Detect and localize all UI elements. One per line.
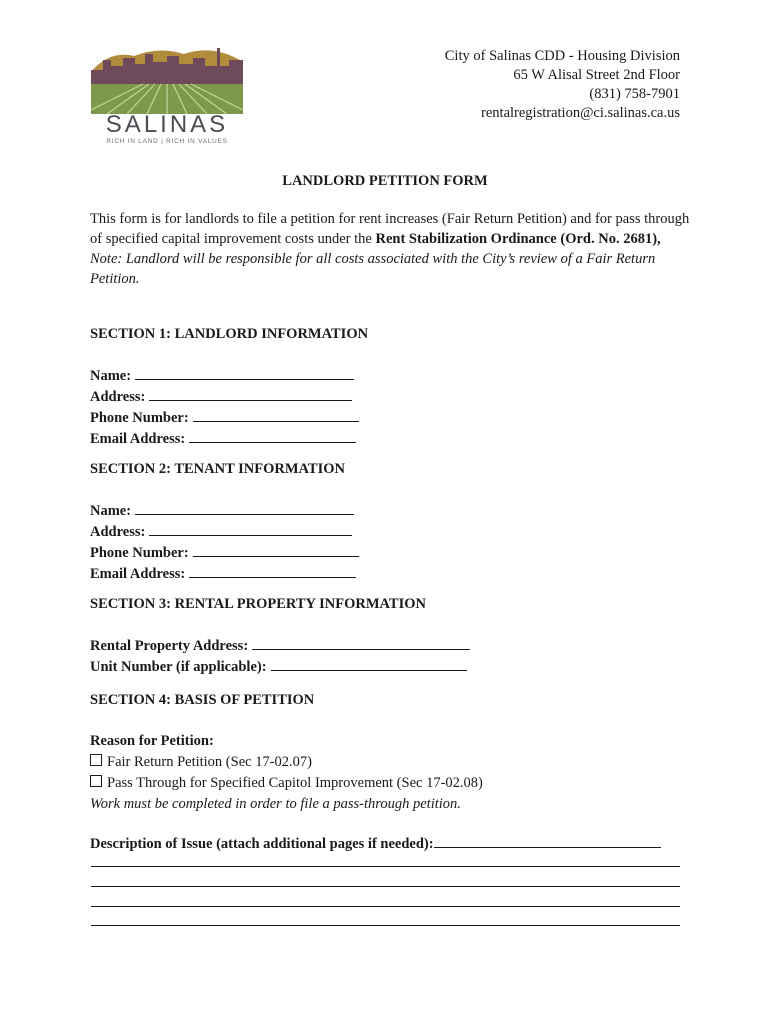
description-line[interactable] [91, 906, 680, 907]
contact-block [445, 47, 680, 123]
property-address-label: Rental Property Address: [90, 638, 249, 654]
description-line[interactable] [91, 925, 680, 926]
property-address-field[interactable] [252, 635, 470, 650]
landlord-phone-label: Phone Number: [90, 410, 189, 426]
landlord-name-label: Name: [90, 368, 132, 384]
fair-return-checkbox[interactable] [90, 754, 102, 766]
description-label: Description of Issue (attach additional pages if needed): [90, 836, 434, 852]
landlord-phone-field[interactable] [193, 407, 359, 422]
reason-block [90, 731, 483, 815]
contact-phone: (831) 758-7901 [589, 86, 680, 102]
salinas-logo-emblem [89, 42, 245, 114]
description-line[interactable] [91, 886, 680, 887]
unit-number-label: Unit Number (if applicable): [90, 659, 267, 675]
option-pass-through-label: Pass Through for Specified Capitol Improvement (Sec 17-02.08) [107, 775, 483, 791]
tenant-phone-field[interactable] [193, 542, 359, 557]
section3-heading: SECTION 3: RENTAL PROPERTY INFORMATION [90, 596, 426, 612]
option-pass-through [90, 773, 483, 794]
option-fair-return [90, 752, 483, 773]
tenant-address-label: Address: [90, 524, 146, 540]
tenant-fields [90, 500, 359, 584]
intro-paragraph [90, 209, 690, 289]
tenant-email-field[interactable] [189, 563, 356, 578]
contact-email: rentalregistration@ci.salinas.ca.us [481, 105, 680, 121]
landlord-address-field[interactable] [149, 386, 352, 401]
landlord-email-field[interactable] [189, 428, 356, 443]
contact-office: City of Salinas CDD - Housing Division [444, 48, 680, 64]
tenant-name-field[interactable] [135, 500, 354, 515]
logo-tagline: RICH IN LAND | RICH IN VALUES [106, 138, 228, 145]
pass-through-checkbox[interactable] [90, 775, 102, 787]
option-fair-return-label: Fair Return Petition (Sec 17-02.07) [107, 754, 312, 770]
intro-ordinance: Rent Stabilization Ordinance (Ord. No. 2681), [375, 231, 661, 247]
section1-heading: SECTION 1: LANDLORD INFORMATION [90, 326, 369, 342]
section2-heading: SECTION 2: TENANT INFORMATION [90, 461, 345, 477]
intro-text: This form is for landlords to file a petition for rent increases (Fair Return Petition) and for pass through of specified capital improvement costs under the [90, 211, 690, 247]
description-line[interactable] [91, 866, 680, 867]
form-title: LANDLORD PETITION FORM [282, 173, 488, 189]
unit-number-field[interactable] [271, 656, 467, 671]
landlord-name-field[interactable] [135, 365, 354, 380]
landlord-fields [90, 365, 359, 449]
tenant-phone-label: Phone Number: [90, 545, 189, 561]
landlord-address-label: Address: [90, 389, 146, 405]
intro-note: Note: Landlord will be responsible for all costs associated with the City’s review of a Fair Return Petition. [90, 251, 656, 287]
contact-address: 65 W Alisal Street 2nd Floor [513, 67, 680, 83]
tenant-email-label: Email Address: [90, 566, 186, 582]
description-row [90, 833, 661, 853]
pass-through-note: Work must be completed in order to file a pass-through petition. [90, 796, 461, 812]
section4-heading: SECTION 4: BASIS OF PETITION [90, 692, 315, 708]
salinas-logo [89, 42, 245, 150]
landlord-email-label: Email Address: [90, 431, 186, 447]
description-first-line[interactable] [434, 833, 661, 848]
property-fields [90, 635, 470, 677]
tenant-name-label: Name: [90, 503, 132, 519]
reason-label: Reason for Petition: [90, 733, 214, 749]
logo-wordmark: SALINAS [105, 111, 229, 138]
tenant-address-field[interactable] [149, 521, 352, 536]
